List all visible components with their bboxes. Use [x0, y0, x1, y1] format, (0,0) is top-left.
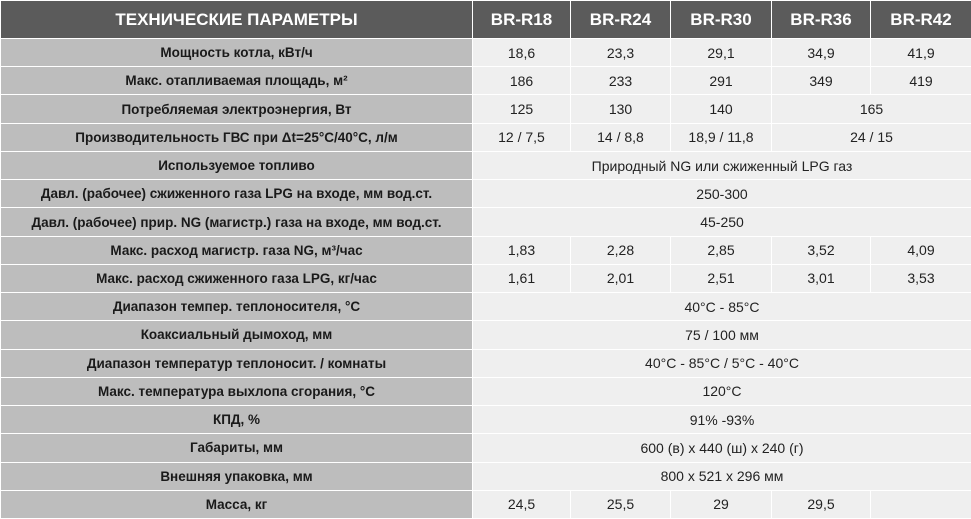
row-value: 165 — [772, 95, 971, 123]
row-value: 2,28 — [571, 236, 671, 264]
table-row — [1, 95, 971, 123]
row-value: 349 — [772, 67, 871, 95]
row-value: 130 — [571, 95, 671, 123]
table-row — [1, 490, 971, 518]
row-value: 1,61 — [473, 264, 571, 292]
model-header: BR-R24 — [571, 1, 671, 39]
row-label: Макс. температура выхлопа сгорания, °C — [1, 377, 473, 405]
table-row — [1, 321, 971, 349]
row-value: 75 / 100 мм — [473, 321, 971, 349]
row-value: 800 x 521 x 296 мм — [473, 462, 971, 490]
row-label: Производительность ГВС при Δt=25°C/40°C, л/м — [1, 123, 473, 151]
row-value: 45-250 — [473, 208, 971, 236]
table-row — [1, 349, 971, 377]
row-value: 34,9 — [772, 39, 871, 67]
row-label: Макс. отапливаемая площадь, м² — [1, 67, 473, 95]
row-value: 40°C - 85°C — [473, 293, 971, 321]
row-label: Макс. расход магистр. газа NG, м³/час — [1, 236, 473, 264]
row-value: 91% -93% — [473, 406, 971, 434]
table-row — [1, 377, 971, 405]
row-label: Используемое топливо — [1, 151, 473, 179]
table-row — [1, 406, 971, 434]
row-value: 1,83 — [473, 236, 571, 264]
row-value: 2,85 — [671, 236, 772, 264]
table-row — [1, 236, 971, 264]
row-label: Потребляемая электроэнергия, Вт — [1, 95, 473, 123]
table-row — [1, 264, 971, 292]
row-value: 291 — [671, 67, 772, 95]
row-label: Масса, кг — [1, 490, 473, 518]
row-value: 250-300 — [473, 180, 971, 208]
table-row — [1, 293, 971, 321]
row-value: 3,01 — [772, 264, 871, 292]
row-value: Природный NG или сжиженный LPG газ — [473, 151, 971, 179]
row-value: 41,9 — [871, 39, 971, 67]
model-header: BR-R30 — [671, 1, 772, 39]
row-value: 24,5 — [473, 490, 571, 518]
table-row — [1, 462, 971, 490]
row-value: 600 (в) x 440 (ш) x 240 (г) — [473, 434, 971, 462]
row-label: Давл. (рабочее) сжиженного газа LPG на входе, мм вод.ст. — [1, 180, 473, 208]
table-title: ТЕХНИЧЕСКИЕ ПАРАМЕТРЫ — [1, 1, 473, 39]
row-value: 419 — [871, 67, 971, 95]
row-label: Давл. (рабочее) прир. NG (магистр.) газа на входе, мм вод.ст. — [1, 208, 473, 236]
row-value: 29,1 — [671, 39, 772, 67]
row-label: Диапазон температур теплоносит. / комнаты — [1, 349, 473, 377]
row-label: Мощность котла, кВт/ч — [1, 39, 473, 67]
row-value: 186 — [473, 67, 571, 95]
row-value: 12 / 7,5 — [473, 123, 571, 151]
row-value: 140 — [671, 95, 772, 123]
row-value: 14 / 8,8 — [571, 123, 671, 151]
table-row — [1, 67, 971, 95]
row-value: 40°C - 85°C / 5°C - 40°C — [473, 349, 971, 377]
row-label: Габариты, мм — [1, 434, 473, 462]
row-value: 233 — [571, 67, 671, 95]
row-value: 125 — [473, 95, 571, 123]
row-value: 23,3 — [571, 39, 671, 67]
row-label: Внешняя упаковка, мм — [1, 462, 473, 490]
row-value: 24 / 15 — [772, 123, 971, 151]
header-row — [1, 1, 971, 39]
row-label: Макс. расход сжиженного газа LPG, кг/час — [1, 264, 473, 292]
row-value: 2,01 — [571, 264, 671, 292]
row-value: 3,52 — [772, 236, 871, 264]
table-row — [1, 434, 971, 462]
table-row — [1, 39, 971, 67]
row-label: КПД, % — [1, 406, 473, 434]
row-value: 18,9 / 11,8 — [671, 123, 772, 151]
table-row — [1, 151, 971, 179]
model-header: BR-R36 — [772, 1, 871, 39]
row-value: 29 — [671, 490, 772, 518]
row-value: 3,53 — [871, 264, 971, 292]
row-value: 4,09 — [871, 236, 971, 264]
row-value: 25,5 — [571, 490, 671, 518]
table-row — [1, 123, 971, 151]
row-value: 120°C — [473, 377, 971, 405]
model-header: BR-R42 — [871, 1, 971, 39]
table-row — [1, 208, 971, 236]
table-row — [1, 180, 971, 208]
row-value: 2,51 — [671, 264, 772, 292]
row-value — [871, 490, 971, 518]
model-header: BR-R18 — [473, 1, 571, 39]
row-value: 18,6 — [473, 39, 571, 67]
row-label: Диапазон темпер. теплоносителя, °C — [1, 293, 473, 321]
row-label: Коаксиальный дымоход, мм — [1, 321, 473, 349]
row-value: 29,5 — [772, 490, 871, 518]
